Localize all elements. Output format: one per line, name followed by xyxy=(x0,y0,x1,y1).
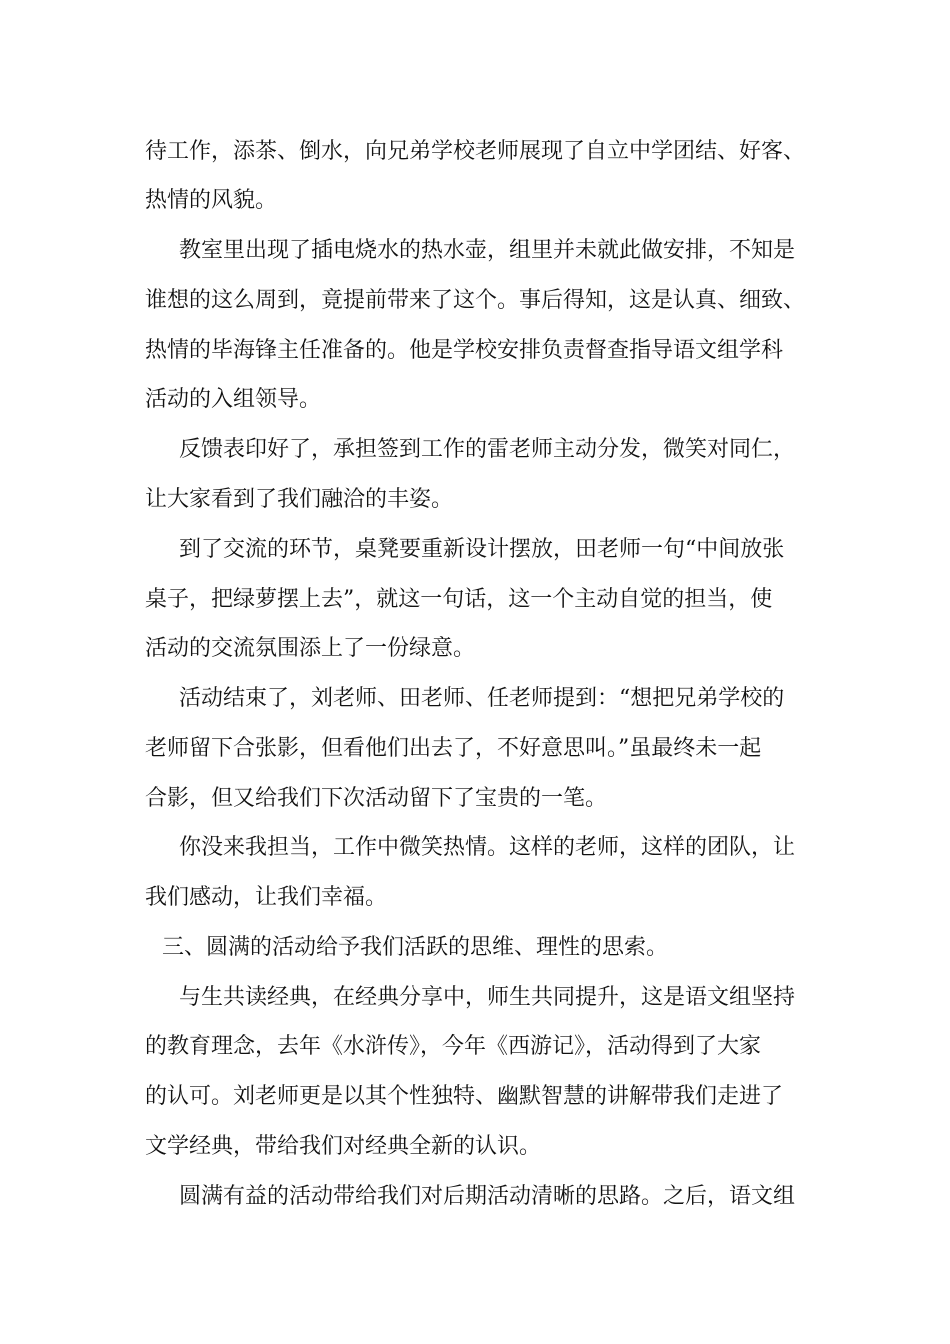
text-line: 桌子，把绿萝摆上去”，就这一句话，这一个主动自觉的担当，使 xyxy=(145,587,773,612)
text-line: 谁想的这么周到，竟提前带来了这个。事后得知，这是认真、细致、 xyxy=(145,288,806,313)
text-line: 热情的风貌。 xyxy=(145,188,278,213)
text-line: 文学经典，带给我们对经典全新的认识。 xyxy=(145,1134,542,1159)
text-line: 合影，但又给我们下次活动留下了宝贵的一笔。 xyxy=(145,786,608,811)
text-line: 老师留下合张影，但看他们出去了，不好意思叫。”虽最终未一起 xyxy=(145,736,762,761)
text-line: 让大家看到了我们融洽的丰姿。 xyxy=(145,487,454,512)
paragraph-first-line: 你没来我担当，工作中微笑热情。这样的老师，这样的团队，让 xyxy=(179,835,796,860)
paragraph-first-line: 教室里出现了插电烧水的热水壶，组里并未就此做安排，不知是 xyxy=(179,238,796,263)
text-line: 待工作，添茶、倒水，向兄弟学校老师展现了自立中学团结、好客、 xyxy=(145,139,806,164)
text-line: 活动的交流氛围添上了一份绿意。 xyxy=(145,636,476,661)
paragraph-first-line: 与生共读经典，在经典分享中，师生共同提升，这是语文组坚持 xyxy=(179,985,796,1010)
paragraph-first-line: 到了交流的环节，桌凳要重新设计摆放，田老师一句“中间放张 xyxy=(179,537,785,562)
text-line: 的教育理念，去年《水浒传》，今年《西游记》，活动得到了大家 xyxy=(145,1034,762,1059)
paragraph-first-line: 活动结束了，刘老师、田老师、任老师提到：“想把兄弟学校的 xyxy=(179,686,785,711)
paragraph-first-line: 反馈表印好了，承担签到工作的雷老师主动分发，微笑对同仁， xyxy=(179,437,796,462)
text-line: 我们感动，让我们幸福。 xyxy=(145,885,388,910)
text-line: 的认可。刘老师更是以其个性独特、幽默智慧的讲解带我们走进了 xyxy=(145,1084,784,1109)
text-line: 活动的入组领导。 xyxy=(145,387,322,412)
paragraph-first-line: 圆满有益的活动带给我们对后期活动清晰的思路。之后，语文组 xyxy=(179,1184,796,1209)
section-heading: 三、圆满的活动给予我们活跃的思维、理性的思索。 xyxy=(162,935,669,960)
text-line: 热情的毕海锋主任准备的。他是学校安排负责督查指导语文组学科 xyxy=(145,338,784,363)
